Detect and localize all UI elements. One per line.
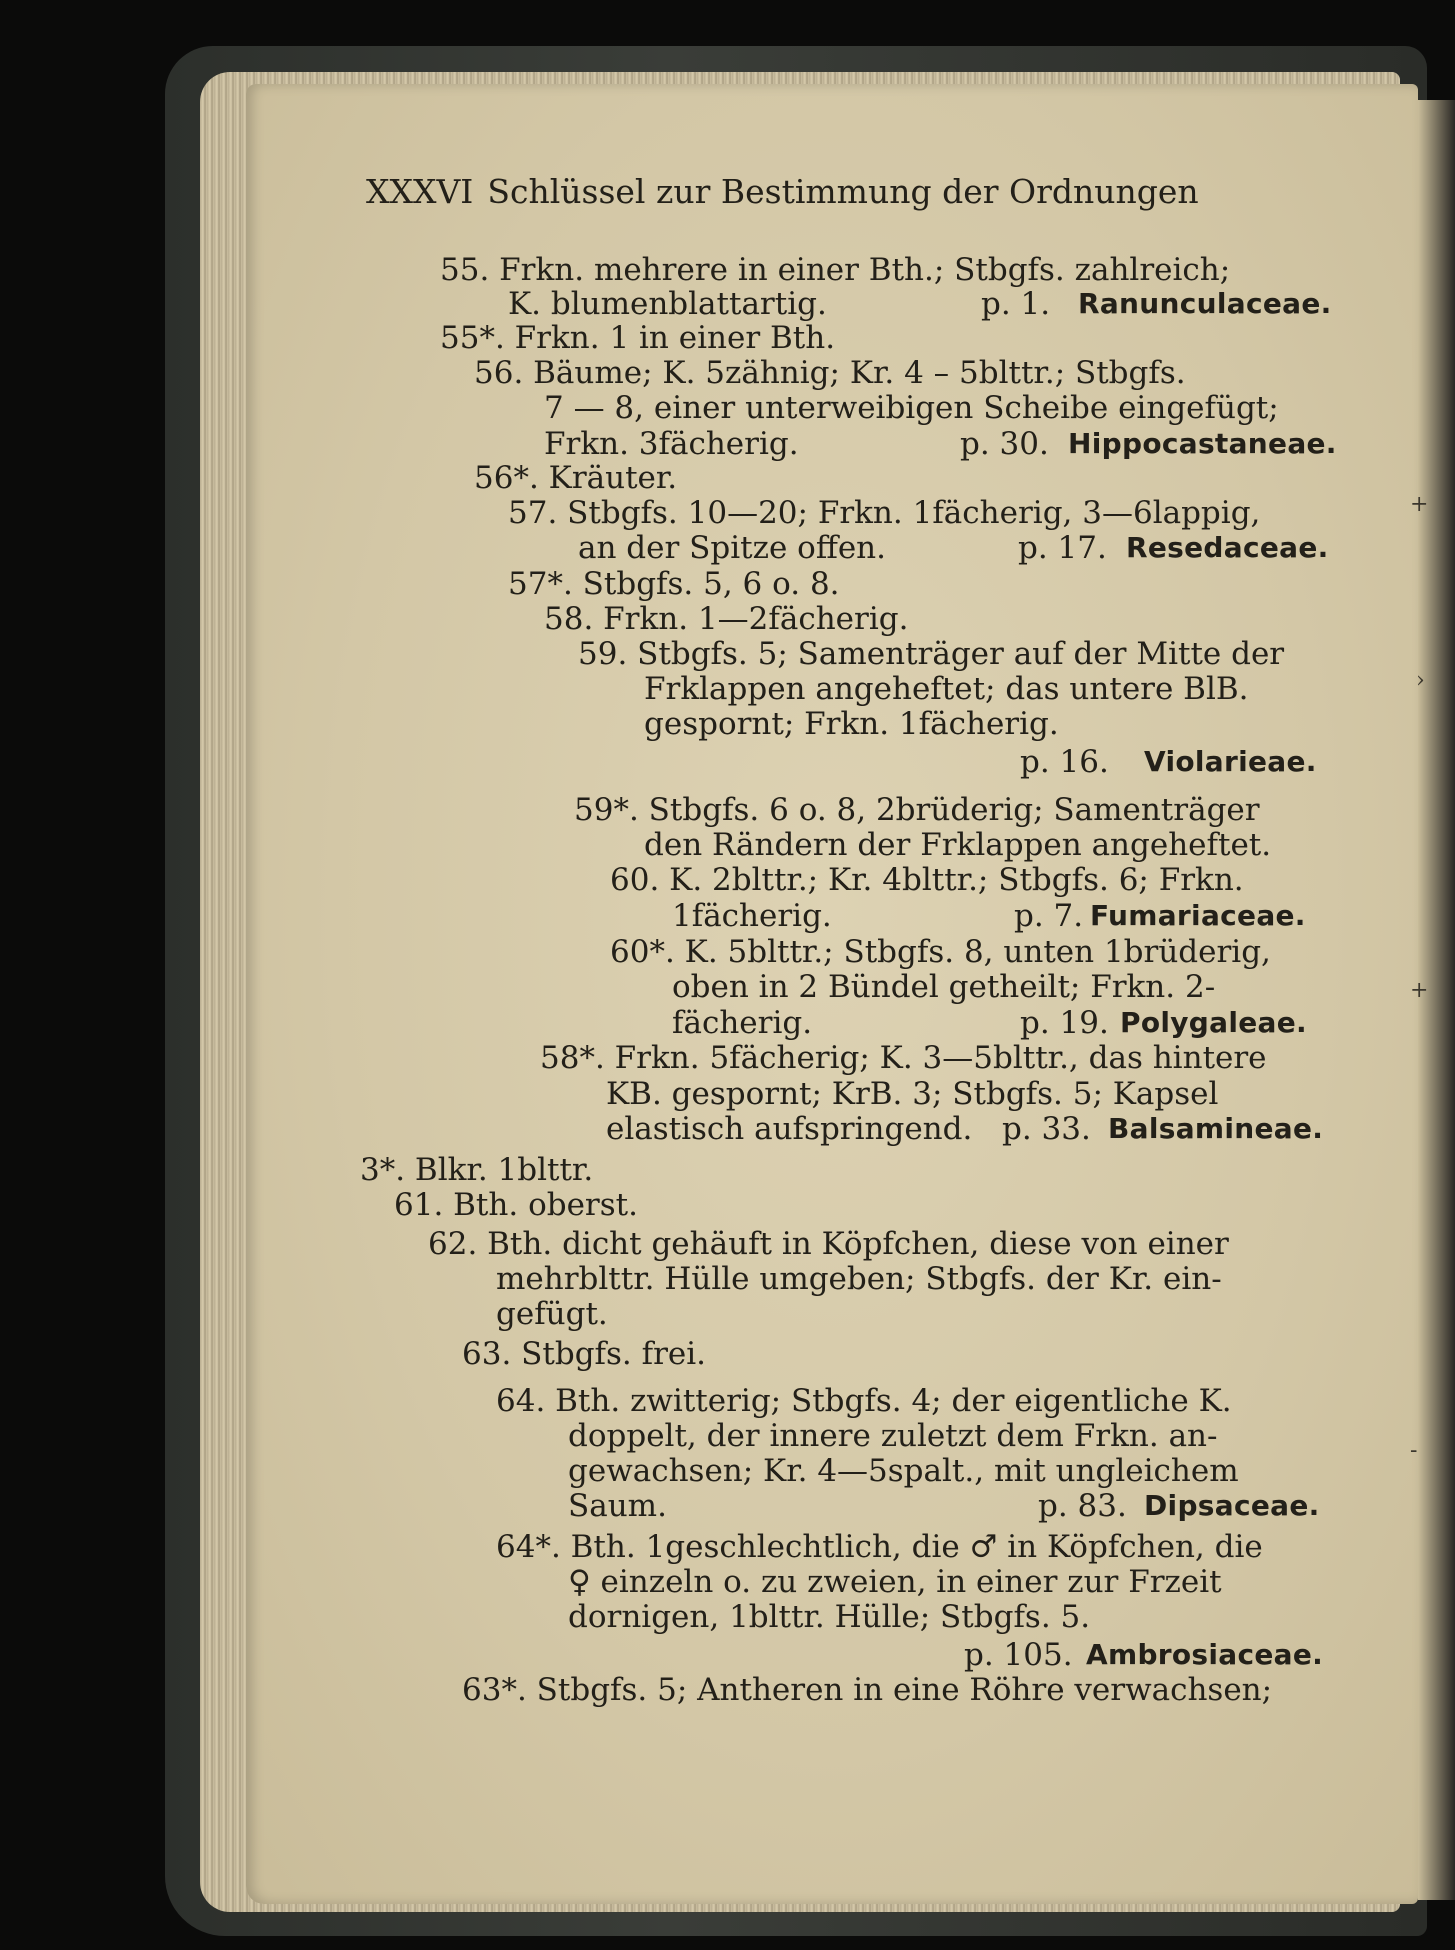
key-line: 3*. Blkr. 1blttr. xyxy=(360,1152,594,1188)
key-line: gewachsen; Kr. 4—5spalt., mit ungleichem xyxy=(568,1453,1239,1489)
key-line: gefügt. xyxy=(496,1296,608,1332)
key-line: K. blumenblattartig. p. 1. Ranunculaceae. xyxy=(508,286,1332,322)
key-line: dornigen, 1blttr. Hülle; Stbgfs. 5. xyxy=(568,1599,1091,1635)
family-name: Dipsaceae. xyxy=(1144,1489,1320,1522)
family-name: Balsamineae. xyxy=(1108,1112,1324,1145)
key-line: 63*. Stbgfs. 5; Antheren in eine Röhre verwachsen; xyxy=(462,1672,1273,1708)
margin-mark: › xyxy=(1416,668,1425,693)
key-line: 59. Stbgfs. 5; Samenträger auf der Mitte der xyxy=(578,636,1285,672)
key-line: 60. K. 2blttr.; Kr. 4blttr.; Stbgfs. 6; Frkn. xyxy=(610,862,1244,898)
key-line: Saum. p. 83. Dipsaceae. xyxy=(568,1488,1320,1524)
key-line: 56*. Kräuter. xyxy=(474,460,678,496)
key-line: Frkn. 3fächerig. p. 30. Hippocastaneae. xyxy=(544,426,1337,462)
key-line: 60*. K. 5blttr.; Stbgfs. 8, unten 1brüderig, xyxy=(610,934,1271,970)
key-line: 57*. Stbgfs. 5, 6 o. 8. xyxy=(508,566,840,602)
key-line: 1fächerig. p. 7. Fumariaceae. xyxy=(672,898,1306,934)
key-line: 7 — 8, einer unterweibigen Scheibe eingefügt; xyxy=(544,390,1279,426)
key-line: 63. Stbgfs. frei. xyxy=(462,1336,707,1372)
key-line: oben in 2 Bündel getheilt; Frkn. 2- xyxy=(672,969,1216,1005)
family-name: Hippocastaneae. xyxy=(1068,427,1337,460)
key-line: an der Spitze offen. p. 17. Resedaceae. xyxy=(578,530,1329,566)
key-line: 58*. Frkn. 5fächerig; K. 3—5blttr., das hintere xyxy=(540,1040,1267,1076)
key-line: 64. Bth. zwitterig; Stbgfs. 4; der eigentliche K. xyxy=(496,1383,1232,1419)
key-line: 61. Bth. oberst. xyxy=(394,1187,638,1223)
key-line: 62. Bth. dicht gehäuft in Köpfchen, diese von einer xyxy=(428,1226,1229,1262)
key-line: den Rändern der Frklappen angeheftet. xyxy=(644,827,1272,863)
page-title: Schlüssel zur Bestimmung der Ordnungen xyxy=(487,172,1199,211)
margin-mark: + xyxy=(1410,492,1429,517)
family-name: Violarieae. xyxy=(1144,745,1317,778)
page-header xyxy=(366,172,1306,211)
key-line: 56. Bäume; K. 5zähnig; Kr. 4 – 5blttr.; Stbgfs. xyxy=(474,355,1186,391)
key-line: 58. Frkn. 1—2fächerig. xyxy=(544,601,909,637)
key-line: 59*. Stbgfs. 6 o. 8, 2brüderig; Samenträger xyxy=(574,792,1260,828)
family-name: Ambrosiaceae. xyxy=(1086,1638,1324,1671)
family-name: Polygaleae. xyxy=(1120,1006,1307,1039)
key-line: Frklappen angeheftet; das untere BlB. xyxy=(644,671,1249,707)
family-name: Ranunculaceae. xyxy=(1078,287,1332,320)
key-line: fächerig. p. 19. Polygaleae. xyxy=(672,1005,1307,1041)
key-line: 55. Frkn. mehrere in einer Bth.; Stbgfs. zahlreich; xyxy=(440,252,1231,288)
family-name: Resedaceae. xyxy=(1126,531,1329,564)
key-line: 64*. Bth. 1geschlechtlich, die ♂ in Köpfchen, die xyxy=(496,1529,1263,1565)
key-line: 57. Stbgfs. 10—20; Frkn. 1fächerig, 3—6lappig, xyxy=(508,495,1261,531)
margin-mark: + xyxy=(1410,978,1429,1003)
key-line: KB. gespornt; KrB. 3; Stbgfs. 5; Kapsel xyxy=(606,1076,1219,1112)
key-line: ♀ einzeln o. zu zweien, in einer zur Frzeit xyxy=(568,1564,1222,1600)
key-line: doppelt, der innere zuletzt dem Frkn. an- xyxy=(568,1418,1218,1454)
key-line: mehrblttr. Hülle umgeben; Stbgfs. der Kr. ein- xyxy=(496,1261,1222,1297)
family-name: Fumariaceae. xyxy=(1090,899,1306,932)
key-line: elastisch aufspringend. p. 33. Balsamineae. xyxy=(606,1111,1324,1147)
key-line: gespornt; Frkn. 1fächerig. xyxy=(644,706,1059,742)
margin-mark: - xyxy=(1410,1438,1418,1463)
page-number: XXXVI xyxy=(366,172,474,211)
key-line: 55*. Frkn. 1 in einer Bth. xyxy=(440,320,836,356)
